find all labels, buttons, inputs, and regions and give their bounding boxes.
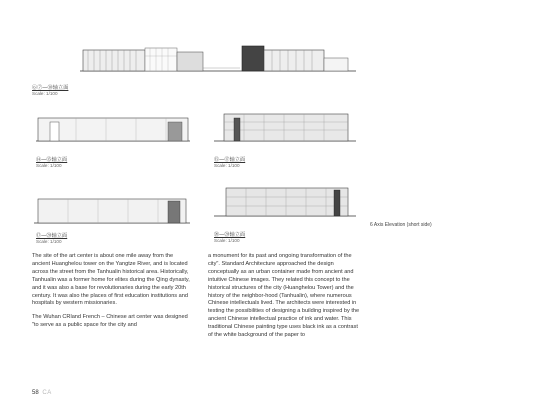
page-number: 58 [32,390,39,396]
drawing-scale: Scale: 1/100 [32,91,58,96]
article-paragraph: a monument for its past and ongoing transformation of the city". Standard Architecture approached the design conceptually as an urban container made from ancient and intuitive Chinese images. They related this concept to the historical structures of the city (Huanghelou Tower) and the history of the neighbor-hood (Tanhualin), where numerous Chinese intellectuals lived. The architects were interested in testing the possibilities of designing a building inspired by the ancient Chinese intellectual practice of ink and water. This traditional Chinese painting type uses black ink as a contrast of the white background of the paper to [208,253,360,339]
elevation-drawing-right-bottom [214,182,356,222]
elevation-drawing-left-mid [36,108,190,146]
elevation-drawing-right-mid [214,108,356,146]
article-paragraph: The site of the art center is about one mile away from the ancient Huanghelou tower on the Yangtze River, and is located across the street from the Tanhualin historical area. Historically, Tanhualin was a former home for elites during the Qing dynasty, and it was also a base for revolutionaries during the early 20th century. It was also the places of first education institutions and hospitals by western missionaries. [32,253,190,307]
drawing-title: ⑳—⑳轴立面 [214,232,246,238]
drawing-title: ⑥⑦—⑩轴立面 [32,85,69,91]
drawing-title: ⑭—⑮轴立面 [36,157,68,163]
drawing-scale: Scale: 1/100 [214,238,240,243]
drawing-scale: Scale: 1/100 [36,239,62,244]
drawing-title: ⑮—⑰轴立面 [214,157,246,163]
figure-caption: 6 Axis Elevation (short side) [370,222,432,228]
article-column-2 [208,253,364,346]
elevation-drawing-left-bottom [34,185,190,229]
drawing-scale: Scale: 1/100 [214,163,240,168]
page-footer [32,390,52,396]
caption-elev-right-mid [214,157,245,169]
caption-elev-top [32,85,68,97]
drawing-scale: Scale: 1/100 [36,163,62,168]
caption-elev-right-bottom [214,232,245,244]
caption-elev-left-mid [36,157,67,169]
drawing-title: ⑰—⑳轴立面 [36,233,68,239]
caption-elev-left-bottom [36,233,67,245]
elevation-drawing-top [80,40,356,80]
article-column-1 [32,253,192,336]
magazine-logo: CA [42,390,52,396]
article-paragraph: The Wuhan CRland French – Chinese art center was designed "to serve as a public space for the city and [32,314,188,329]
